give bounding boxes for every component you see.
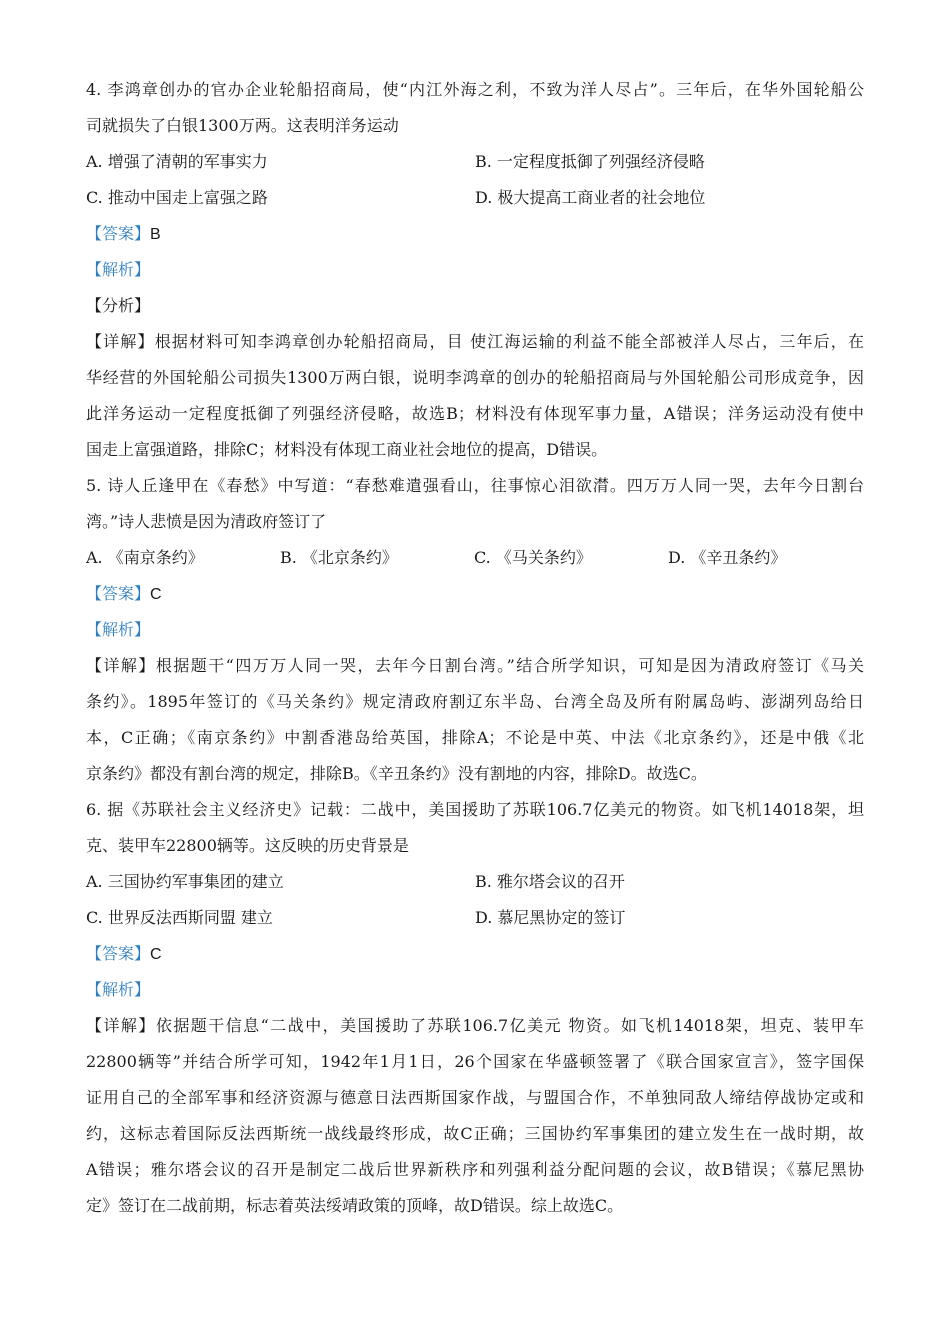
detail-block (86, 324, 864, 468)
detail-block (86, 648, 864, 792)
analysis-row (86, 972, 864, 1008)
detail-line: 本，C正确；《南京条约》中割香港岛给英国，排除A；不论是中英、中法《北京条约》，还是中俄《北 (86, 728, 864, 747)
options-row (86, 864, 864, 900)
question-stem-line: 湾。”诗人悲愤是因为清政府签订了 (86, 512, 327, 531)
fenxi-tag: 【分析】 (86, 296, 151, 315)
detail-tag: 【详解】 (86, 332, 155, 351)
detail-line: 国走上富强道路，排除C；材料没有体现工商业社会地位的提高，D错误。 (86, 440, 608, 459)
option-b: B. 一定程度抵御了列强经济侵略 (475, 152, 705, 171)
detail-line: 约，这标志着国际反法西斯统一战线最终形成，故C正确；三国协约军事集团的建立发生在一战时期，故 (86, 1124, 864, 1143)
fenxi-row (86, 288, 864, 324)
option-c: C. 世界反法西斯同盟 建立 (86, 908, 273, 927)
option-a: A. 增强了清朝的军事实力 (86, 152, 268, 171)
option-b: B. 《北京条约》 (280, 548, 398, 567)
analysis-tag: 【解析】 (86, 620, 151, 639)
question-stem-line: 5. 诗人丘逢甲在《春愁》中写道：“春愁难遣强看山，往事惊心泪欲潸。四万万人同一哭，去年今日割台 (86, 476, 864, 495)
options-row (86, 900, 864, 936)
detail-line: 条约》。1895年签订的《马关条约》规定清政府割辽东半岛、台湾全岛及所有附属岛屿、澎湖列岛给日 (86, 692, 864, 711)
detail-line: A错误；雅尔塔会议的召开是制定二战后世界新秩序和列强利益分配问题的会议，故B错误；《慕尼黑协 (86, 1160, 864, 1179)
question-stem-line: 克、装甲车22800辆等。这反映的历史背景是 (86, 836, 409, 855)
detail-line: 根据材料可知李鸿章创办轮船招商局，目 使江海运输的利益不能全部被洋人尽占，三年后，在 (154, 332, 864, 351)
document-page (86, 72, 864, 1224)
question-4 (86, 72, 864, 468)
question-stem-line: 司就损失了白银1300万两。这表明洋务运动 (86, 116, 399, 135)
detail-tag: 【详解】 (86, 656, 156, 675)
detail-line: 定》签订在二战前期，标志着英法绥靖政策的顶峰，故D错误。综上故选C。 (86, 1196, 624, 1215)
option-a: A. 《南京条约》 (86, 548, 204, 567)
options-row (86, 180, 864, 216)
question-stem-line: 6. 据《苏联社会主义经济史》记载：二战中，美国援助了苏联106.7亿美元的物资。如飞机14018架，坦 (86, 800, 864, 819)
answer-value: C (150, 586, 162, 603)
analysis-row (86, 612, 864, 648)
answer-value: C (150, 946, 162, 963)
answer-row (86, 936, 864, 972)
option-b: B. 雅尔塔会议的召开 (475, 872, 625, 891)
option-d: D. 《辛丑条约》 (668, 548, 787, 567)
option-d: D. 极大提高工商业者的社会地位 (475, 188, 706, 207)
answer-row (86, 576, 864, 612)
answer-value: B (150, 226, 161, 243)
question-5 (86, 468, 864, 792)
detail-tag: 【详解】 (86, 1016, 156, 1035)
analysis-tag: 【解析】 (86, 980, 151, 999)
detail-line: 华经营的外国轮船公司损失1300万两白银，说明李鸿章的创办的轮船招商局与外国轮船公司形成竞争，因 (86, 368, 864, 387)
option-c: C. 《马关条约》 (474, 548, 592, 567)
option-d: D. 慕尼黑协定的签订 (475, 908, 626, 927)
answer-row (86, 216, 864, 252)
detail-line: 22800辆等”并结合所学可知，1942年1月1日，26个国家在华盛顿签署了《联合国家宣言》，签字国保 (86, 1052, 864, 1071)
options-row (86, 144, 864, 180)
detail-line: 证用自己的全部军事和经济资源与德意日法西斯国家作战，与盟国合作，不单独同敌人缔结停战协定或和 (86, 1088, 864, 1107)
detail-line: 京条约》都没有割台湾的规定，排除B。《辛丑条约》没有割地的内容，排除D。故选C。 (86, 764, 707, 783)
answer-tag: 【答案】 (86, 584, 151, 603)
analysis-row (86, 252, 864, 288)
detail-line: 根据题干“四万万人同一哭，去年今日割台湾。”结合所学知识，可知是因为清政府签订《马关 (155, 656, 864, 675)
answer-tag: 【答案】 (86, 944, 151, 963)
detail-line: 依据题干信息“二战中，美国援助了苏联106.7亿美元 物资。如飞机14018架，坦克、装甲车 (155, 1016, 864, 1035)
detail-block (86, 1008, 864, 1224)
option-a: A. 三国协约军事集团的建立 (86, 872, 284, 891)
analysis-tag: 【解析】 (86, 260, 151, 279)
detail-line: 此洋务运动一定程度抵御了列强经济侵略，故选B；材料没有体现军事力量，A错误；洋务运动没有使中 (86, 404, 864, 423)
options-row (86, 540, 864, 576)
question-6 (86, 792, 864, 1224)
question-stem-line: 4. 李鸿章创办的官办企业轮船招商局，使“内江外海之利，不致为洋人尽占”。三年后，在华外国轮船公 (86, 80, 864, 99)
answer-tag: 【答案】 (86, 224, 151, 243)
option-c: C. 推动中国走上富强之路 (86, 188, 268, 207)
